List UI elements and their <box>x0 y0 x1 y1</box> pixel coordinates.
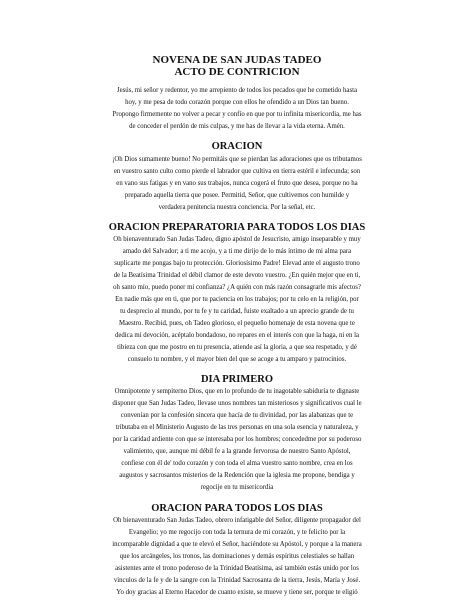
text-line: ¡Oh Dios sumamente bueno! No permitáis que se pierdan las adoraciones que os tributamos <box>112 156 362 163</box>
preparatoria-heading: ORACION PREPARATORIA PARA TODOS LOS DIAS <box>108 222 366 233</box>
text-line: regocije en tu misericordia <box>200 484 274 491</box>
text-line: confiese con él de' todo corazón y con toda el alma vuestro santo nombre, crea en los <box>121 460 353 467</box>
text-line: verdadera penitencia nuestra conciencia. Por la señal, etc. <box>158 204 316 211</box>
text-line: incomparable dignidad a que te elevó el Señor, haciéndote su Apóstol, y porque a la manera <box>112 541 362 548</box>
text-line: asistentes ante el trono poderoso de la Trinidad Beatísima, así también estás unido por los <box>115 565 359 572</box>
text-line: hoy, y me pesa de todo corazón porque con ellos he ofendido a un Dios tan bueno. <box>125 99 349 106</box>
text-line: en vano sus fatigas y en vano sus trabajos, nunca cogerá el fruto que desea, porque no ha <box>116 180 358 187</box>
text-line: Oh bienaventurado San Judas Tadeo, digno apóstol de Jesucristo, amigo inseparable y muy <box>113 236 361 243</box>
text-line: valimiento, que, aunque mi débil fe a la grande fervorosa de nuestro Santo Apóstol, <box>123 448 351 455</box>
text-line: tributaba en el Ministerio Augusto de las tres personas en una sola esencia y naturaleza, y <box>115 424 359 431</box>
text-line: Yo doy gracias al Eterno Hacedor de cuanto existe, se mueve y tiene ser, porque te eligió <box>116 589 358 596</box>
text-line: preparado aquella tierra que posee. Permitid, Señor, que cultivemos con humilde y <box>124 192 350 199</box>
text-line: suplicarte me pongas bajo tu protección. Gloriosísimo Padre! Elevad ante el augusto trono <box>114 260 360 267</box>
text-line: dedica mi devoción, acéptalo bondadoso, no repares en el interés con que la haga, ni en la <box>114 332 360 339</box>
text-line: de la Beatísima Trinidad el débil clamor de este devoto vuestro. ¿En quién mejor que en ti, <box>113 272 361 279</box>
text-line: convenían por la confesión sincera que hacía de tu divinidad, por las alabanzas que te <box>120 412 354 419</box>
dia-primero-heading: DIA PRIMERO <box>200 374 274 385</box>
text-line: Evangelio; yo me regocijo con toda la ternura de mi corazón, y te felicito por la <box>128 529 346 536</box>
oracion-heading: ORACION <box>211 141 263 152</box>
document-title: NOVENA DE SAN JUDAS TADEO <box>152 54 322 66</box>
text-line: amado del Salvador; a ti me acojo, y a ti me dirijo de lo más íntimo de mi alma para <box>122 248 352 255</box>
text-line: Omnipotente y sempiterno Dios, que en lo profundo de tu inagotable sabiduría te dignaste <box>114 388 360 395</box>
text-line: En nadie más que en ti, que por tu paciencia en los trabajos; por tu celo en la religión, por <box>115 296 359 303</box>
todos-los-dias-heading: ORACION PARA TODOS LOS DIAS <box>151 503 323 514</box>
text-line: vínculos de la fe y de la sangre con la Trinidad Sacrosanta de la tierra, Jesús, María y José. <box>113 577 361 584</box>
text-line: Jesús, mi señor y redentor, yo me arrepiento de todos los pecados que he cometido hasta <box>116 87 357 94</box>
text-line: por la caridad ardiente con que se interesaba por los hombres; concededme por su poderoso <box>112 436 362 443</box>
text-line: oh santo mío, puedo poner mi confianza? ¿A quién con más razón consagrarle mis afectos? <box>113 284 361 291</box>
text-line: Oh bienaventurado San Judas Tadeo, obrero infatigable del Señor, diligente propagador del <box>113 517 361 524</box>
text-line: de conceder el perdón de mis culpas, y me has de llevar a la vida eterna. Amén. <box>129 123 345 130</box>
text-line: augustos y sacrosantos misterios de la Redención que la iglesia me propone, bendiga y <box>119 472 355 479</box>
text-line: tu desprecio al mundo, por tu fe y tu caridad, fuiste exaltado a un aprecio grande de tu <box>120 308 354 315</box>
text-line: Maestro. Recibid, pues, oh Tadeo glorioso, el pequeño homenaje de esta novena que te <box>119 320 355 327</box>
text-line: Propongo firmemente no volver a pecar y confío en que por tu infinita misericordia, me has <box>112 111 362 118</box>
text-line: en vuestro santo culto como pierde el labrador que cultiva en tierra estéril e infecunda; son <box>113 168 361 175</box>
text-line: disponer que San Judas Tadeo, llevase unos nombres tan misteriosos y significativos cual le <box>112 400 362 407</box>
document-subtitle: ACTO DE CONTRICION <box>174 66 300 78</box>
text-line: consuelo tu nombre, y el mayor bien del que se acoge a tu amparo y patrocinios. <box>127 356 347 363</box>
text-line: tibieza con que me postro en tu presencia, atiende así la gloria, a que sea respetado, y dé <box>117 344 357 351</box>
text-line: que los arcángeles, los tronos, las dominaciones y demás espíritus celestiales se hallan <box>119 553 355 560</box>
